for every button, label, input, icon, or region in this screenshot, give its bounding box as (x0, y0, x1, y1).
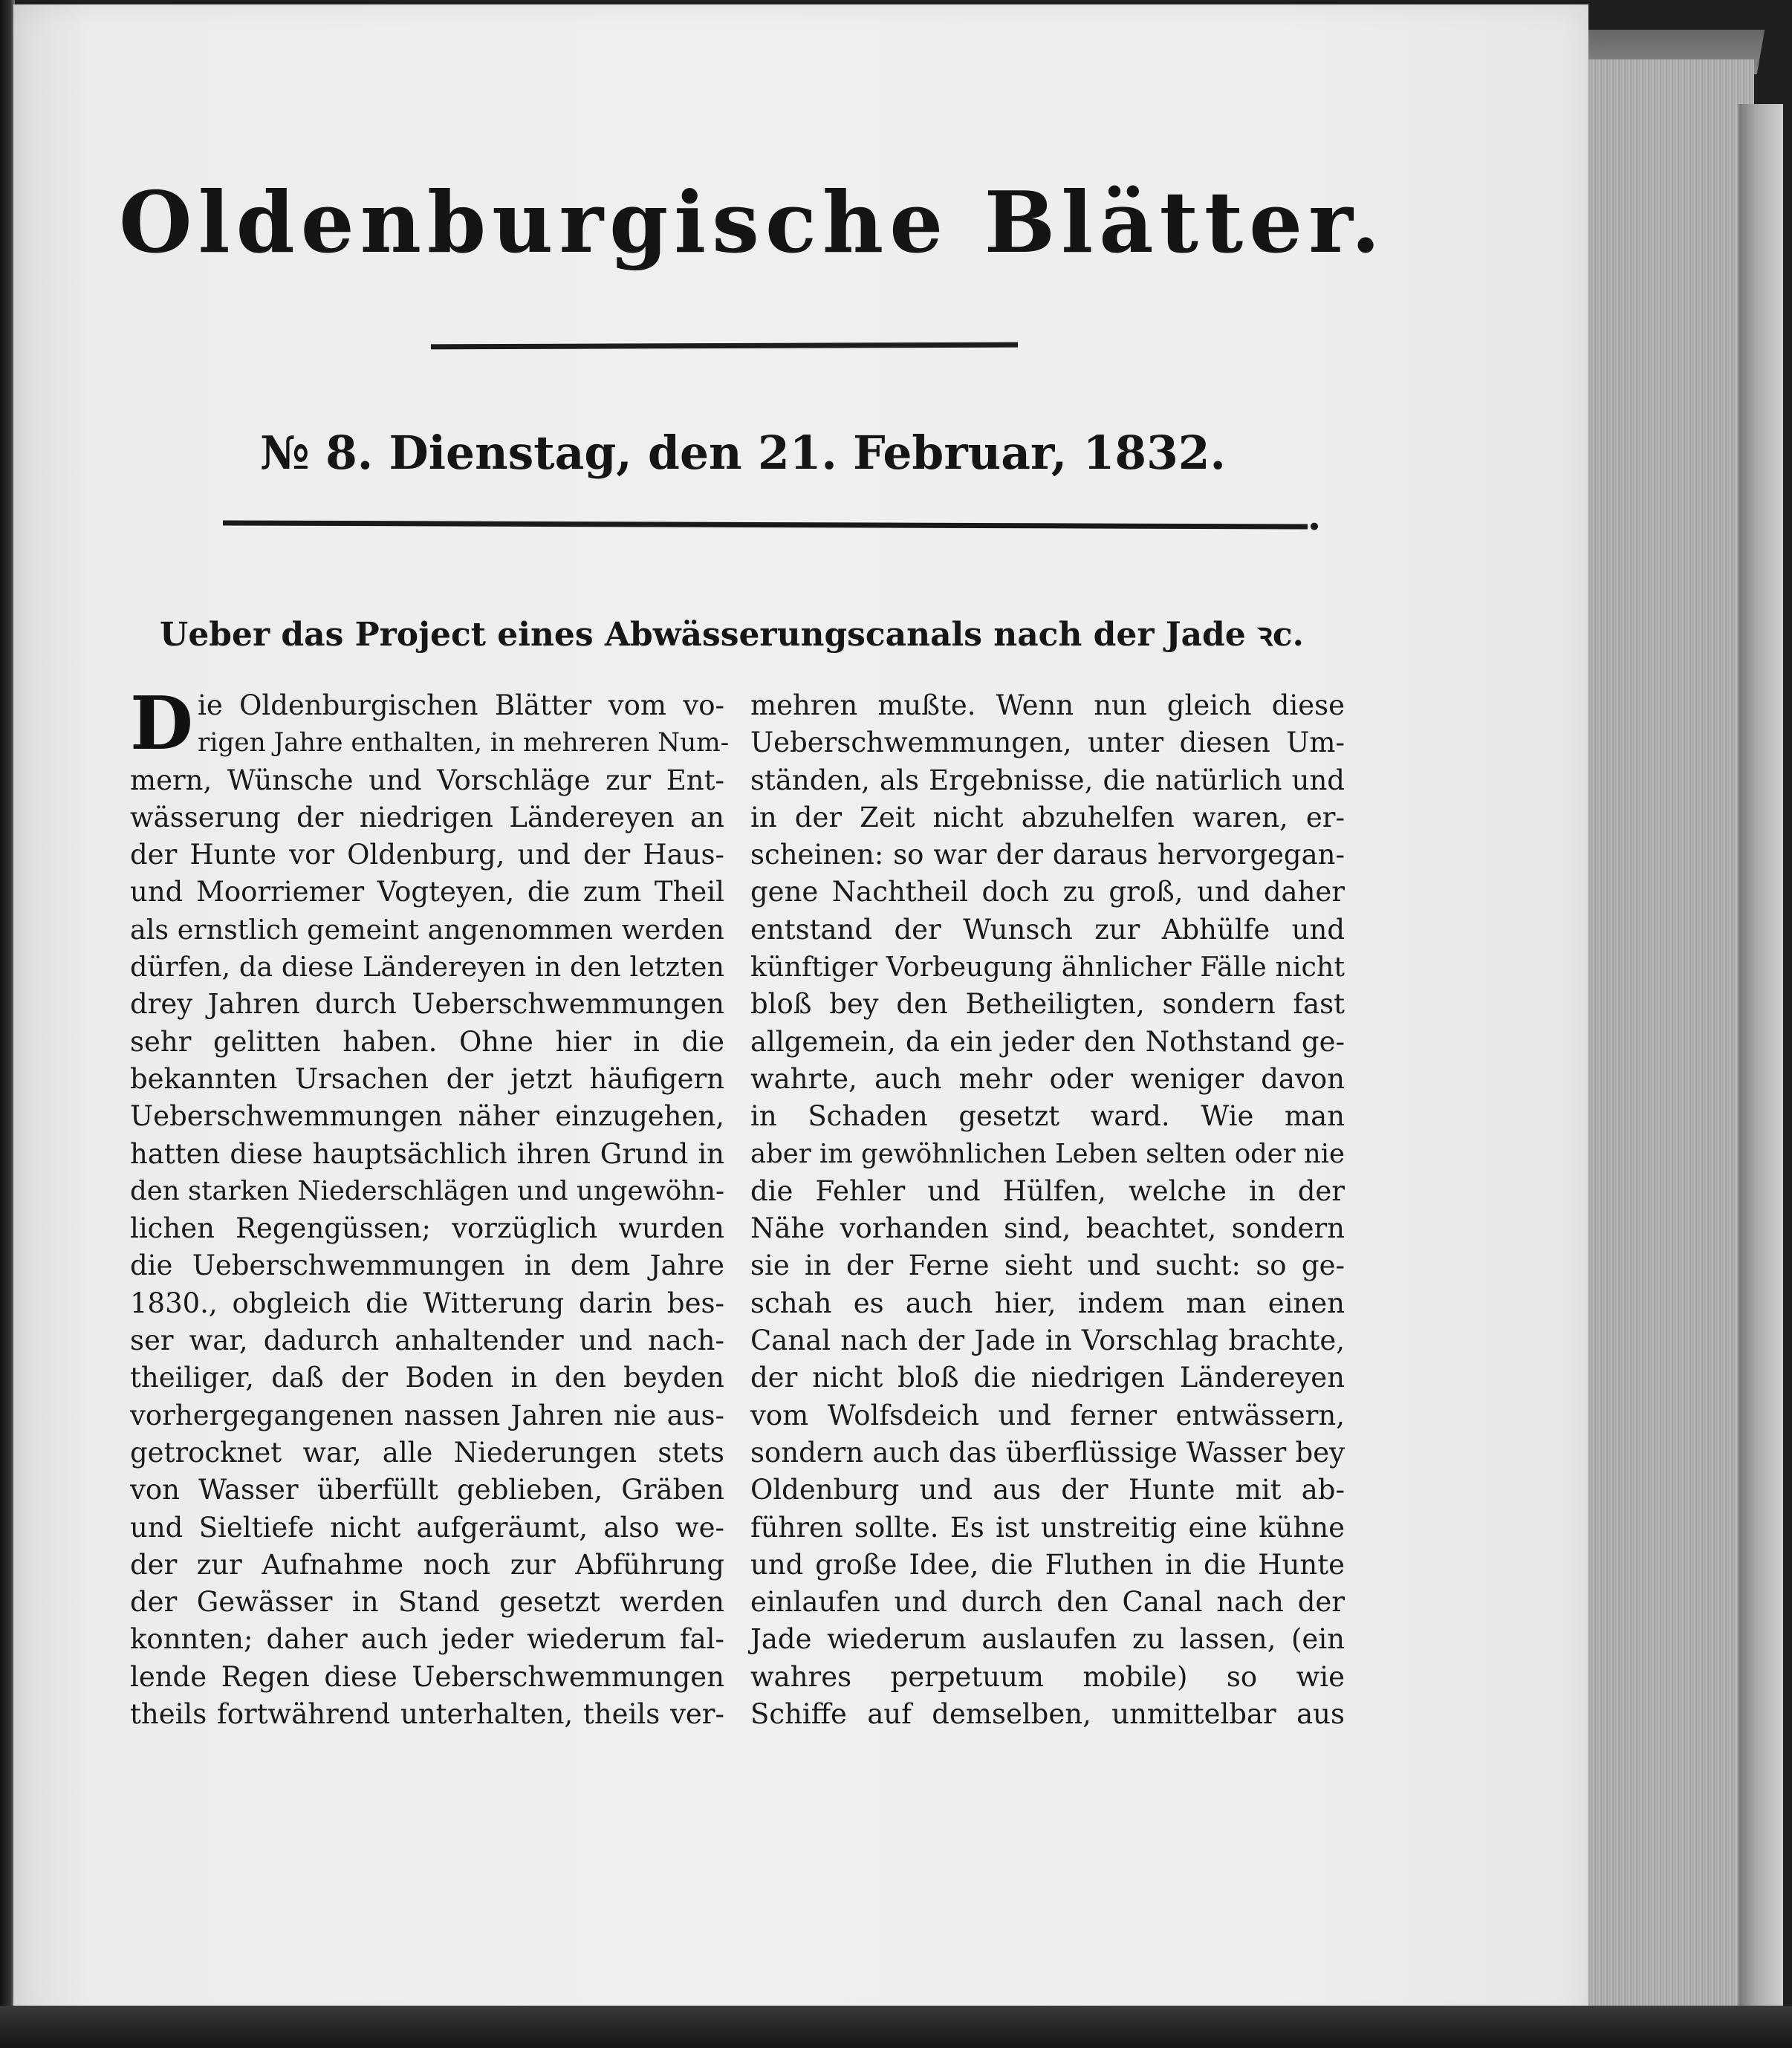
book-page-edges (1579, 59, 1754, 2006)
text-line: wahres perpetuum mobile) so wie (750, 1660, 1345, 1693)
masthead-title: Oldenburgische Blätter. (119, 173, 1386, 272)
bottom-scan-edge (0, 2006, 1792, 2048)
text-line: der zur Aufnahme noch zur Abführung (130, 1548, 724, 1581)
text-line: lichen Regengüssen; vorzüglich wurden (130, 1212, 724, 1245)
text-line: sehr gelitten haben. Ohne hier in die (130, 1025, 724, 1058)
text-line: dürfen, da diese Ländereyen in den letzten (130, 951, 724, 984)
text-line: der Gewässer in Stand gesetzt werden (130, 1586, 724, 1619)
text-line: die Ueberschwemmungen in dem Jahre (130, 1249, 724, 1282)
text-line: schah es auch hier, indem man einen (750, 1287, 1345, 1319)
text-line: drey Jahren durch Ueberschwemmungen (130, 988, 724, 1021)
text-line: wässerung der niedrigen Ländereyen an (130, 801, 724, 833)
text-line: in der Zeit nicht abzuhelfen waren, er- (750, 801, 1345, 833)
text-line: von Wasser überfüllt geblieben, Gräben (130, 1474, 724, 1506)
text-line: ständen, als Ergebnisse, die natürlich und (750, 764, 1345, 796)
text-line: hatten diese hauptsächlich ihren Grund in (130, 1137, 724, 1170)
text-line: 1830., obgleich die Witterung darin bes- (130, 1287, 724, 1319)
text-line: der Hunte vor Oldenburg, und der Haus- (130, 839, 724, 871)
text-line: und große Idee, die Fluthen in die Hunte (750, 1548, 1345, 1581)
text-line: sondern auch das überflüssige Wasser bey (750, 1436, 1345, 1469)
book-cover-edge (1739, 104, 1783, 2006)
text-line: aber im gewöhnlichen Leben selten oder nie (750, 1138, 1345, 1169)
text-line: vom Wolfsdeich und ferner entwässern, (750, 1399, 1345, 1431)
text-line: lende Regen diese Ueberschwemmungen (130, 1660, 724, 1693)
text-line: Ueberschwemmungen, unter diesen Um- (750, 726, 1345, 759)
text-line: wahrte, auch mehr oder weniger davon (750, 1062, 1345, 1095)
text-line: scheinen: so war der daraus hervorgegan- (750, 839, 1345, 871)
text-line: den starken Niederschlägen und ungewöhn- (130, 1175, 724, 1206)
article-column-right (750, 687, 1345, 1733)
text-line: getrocknet war, alle Niederungen stets (130, 1436, 724, 1469)
text-line: Canal nach der Jade in Vorschlag brachte, (750, 1324, 1345, 1357)
drop-cap: D (130, 681, 193, 767)
text-line: mern, Wünsche und Vorschläge zur Ent- (130, 764, 724, 796)
text-line: künftiger Vorbeugung ähnlicher Fälle nicht (750, 951, 1345, 984)
text-line: theiliger, daß der Boden in den beyden (130, 1362, 724, 1394)
text-line: entstand der Wunsch zur Abhülfe und (750, 913, 1345, 946)
issue-line: № 8. Dienstag, den 21. Februar, 1832. (260, 426, 1226, 480)
text-line: als ernstlich gemeint angenommen werden (130, 913, 724, 946)
text-line: und Moorriemer Vogteyen, die zum Theil (130, 876, 724, 908)
text-line: ser war, dadurch anhaltender und nach- (130, 1324, 724, 1357)
text-line: und Sieltiefe nicht aufgeräumt, also we- (130, 1511, 724, 1544)
text-line: ie Oldenburgischen Blätter vom vo- (197, 689, 724, 721)
text-line: allgemein, da ein jeder den Nothstand ge- (750, 1025, 1345, 1058)
text-line: vorhergegangenen nassen Jahren nie aus- (130, 1399, 724, 1431)
text-line: die Fehler und Hülfen, welche in der (750, 1174, 1345, 1207)
text-line: in Schaden gesetzt ward. Wie man (750, 1100, 1345, 1133)
article-title: Ueber das Project eines Abwässerungscanals nach der Jade ꝛc. (160, 616, 1304, 654)
text-line: bekannten Ursachen der jetzt häufigern (130, 1062, 724, 1095)
text-line: Jade wiederum auslaufen zu lassen, (ein (750, 1623, 1345, 1656)
left-binding-shadow (0, 0, 15, 2048)
text-line: sie in der Ferne sieht und sucht: so ge- (750, 1249, 1345, 1282)
text-line: gene Nachtheil doch zu groß, und daher (750, 876, 1345, 908)
text-line: bloß bey den Betheiligten, sondern fast (750, 988, 1345, 1021)
text-line: führen sollte. Es ist unstreitig eine kühne (750, 1511, 1345, 1544)
text-line: Schiffe auf demselben, unmittelbar aus (750, 1698, 1345, 1731)
text-line: theils fortwährend unterhalten, theils ver- (130, 1698, 724, 1731)
text-line: konnten; daher auch jeder wiederum fal- (130, 1623, 724, 1656)
text-line: mehren mußte. Wenn nun gleich diese (750, 689, 1345, 721)
text-line: Oldenburg und aus der Hunte mit ab- (750, 1474, 1345, 1506)
article-column-left (130, 681, 730, 1733)
text-line: rigen Jahre enthalten, in mehreren Num- (197, 728, 730, 758)
text-line: der nicht bloß die niedrigen Ländereyen (750, 1362, 1345, 1394)
text-line: Ueberschwemmungen näher einzugehen, (130, 1100, 724, 1133)
text-line: Nähe vorhanden sind, beachtet, sondern (750, 1212, 1345, 1245)
text-line: einlaufen und durch den Canal nach der (750, 1586, 1345, 1619)
